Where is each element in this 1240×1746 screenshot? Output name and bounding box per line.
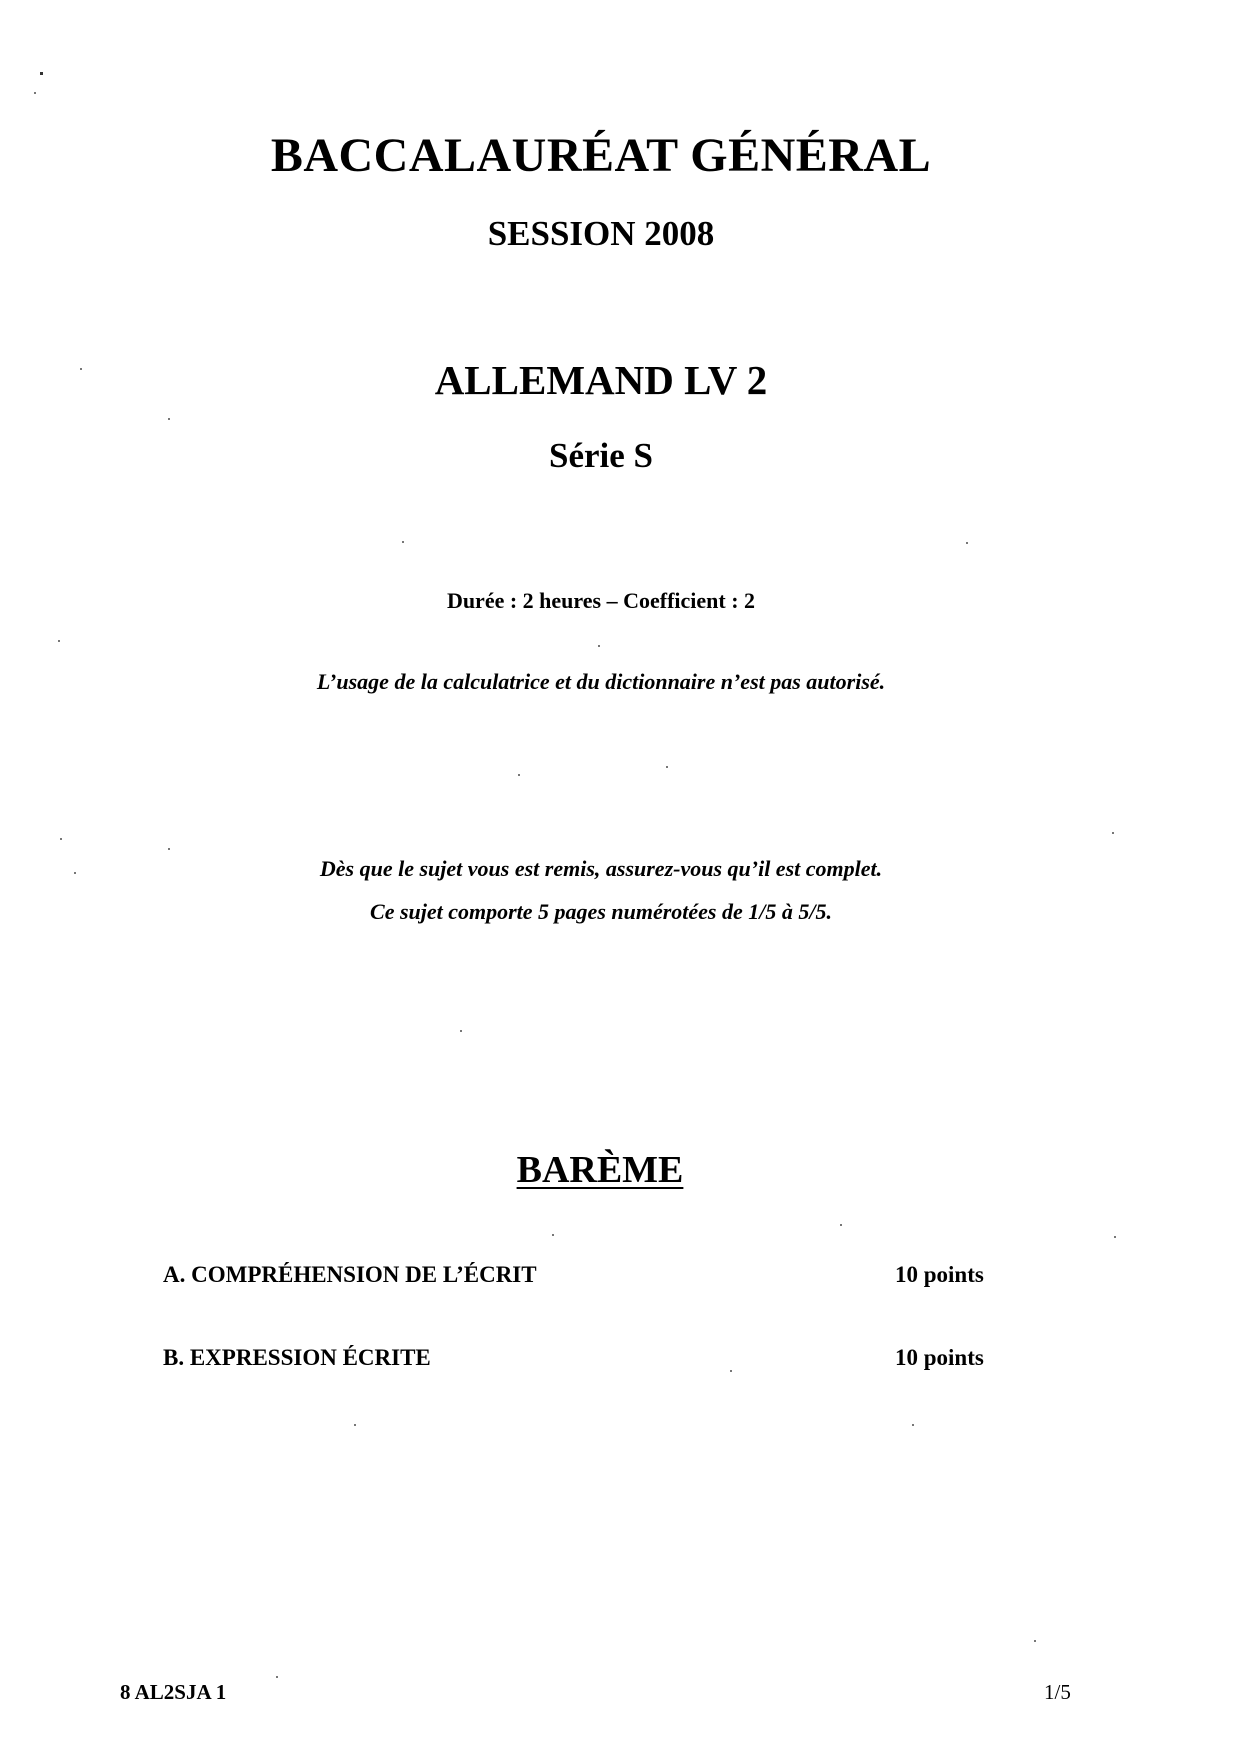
duration-coefficient: Durée : 2 heures – Coefficient : 2 — [446, 588, 756, 613]
scan-speck — [354, 1424, 356, 1426]
scan-speck — [34, 92, 36, 94]
completeness-notice-line2: Ce sujet comporte 5 pages numérotées de 1/5 à 5/5. — [370, 899, 832, 924]
scan-speck — [840, 1224, 842, 1226]
scan-speck — [912, 1424, 914, 1426]
scan-speck — [168, 848, 170, 850]
page-number: 1/5 — [1044, 1680, 1071, 1704]
bareme-item-points: 10 points — [895, 1345, 984, 1370]
bareme-item-points: 10 points — [895, 1262, 984, 1287]
scan-speck — [40, 72, 43, 75]
scan-speck — [276, 1676, 278, 1678]
scan-speck — [60, 838, 62, 840]
scan-speck — [518, 774, 520, 776]
scan-speck — [598, 645, 600, 647]
scan-speck — [402, 541, 404, 543]
series-label: Série S — [548, 436, 653, 475]
exam-title: BACCALAURÉAT GÉNÉRAL — [270, 129, 932, 182]
scan-speck — [168, 418, 170, 420]
subject-name: ALLEMAND LV 2 — [434, 357, 768, 403]
session-label: SESSION 2008 — [487, 214, 715, 253]
scan-speck — [58, 640, 60, 642]
scan-speck — [1112, 832, 1114, 834]
bareme-heading: BARÈME — [516, 1149, 684, 1191]
scan-speck — [966, 542, 968, 544]
scan-speck — [730, 1370, 732, 1372]
scan-speck — [460, 1030, 462, 1032]
scan-speck — [80, 368, 82, 370]
bareme-item-label: B. EXPRESSION ÉCRITE — [163, 1345, 431, 1370]
completeness-notice-line1: Dès que le sujet vous est remis, assurez-vous qu’il est complet. — [319, 856, 883, 881]
calculator-notice: L’usage de la calculatrice et du dictionnaire n’est pas autorisé. — [316, 669, 886, 694]
scan-speck — [74, 872, 76, 874]
scan-speck — [552, 1234, 554, 1236]
scan-speck — [666, 766, 668, 768]
scan-speck — [1114, 1236, 1116, 1238]
scan-speck — [1034, 1640, 1036, 1642]
bareme-item-label: A. COMPRÉHENSION DE L’ÉCRIT — [163, 1262, 537, 1287]
exam-code: 8 AL2SJA 1 — [120, 1680, 227, 1704]
